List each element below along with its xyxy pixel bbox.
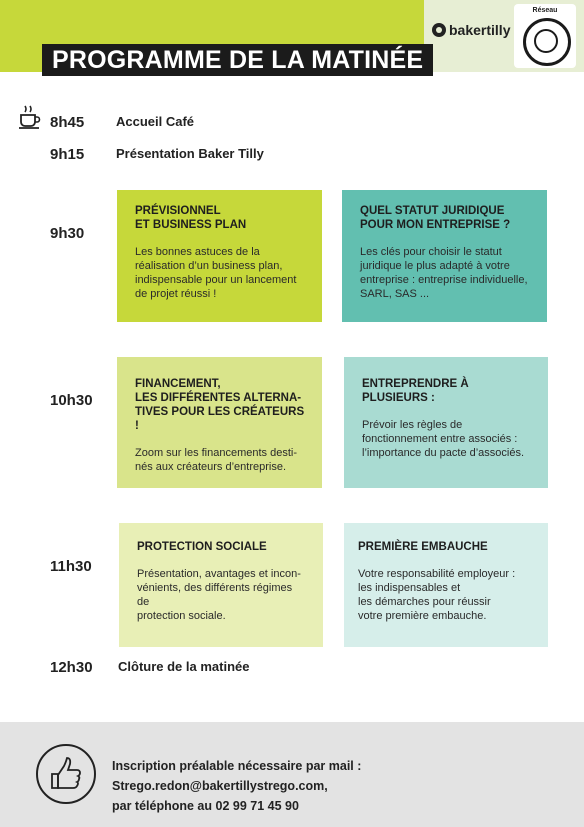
label-accueil: Accueil Café: [116, 114, 195, 129]
card-body: Les clés pour choisir le statut juridique le plus adapté à votre entreprise : entreprise individuelle, SARL, SAS ...: [360, 246, 528, 300]
card-title: FINANCEMENT, LES DIFFÉRENTES ALTERNA- TIVES POUR LES CRÉATEURS !: [135, 378, 305, 432]
card-premiere-embauche: [344, 523, 548, 647]
card-body: Prévoir les règles de fonctionnement entre associés : l’importance du pacte d’associés.: [362, 419, 525, 459]
coffee-cup-icon: [18, 104, 42, 130]
card-title: PROTECTION SOCIALE: [137, 541, 267, 553]
card-body: Présentation, avantages et incon- vénients, des différents régimes de protection sociale.: [137, 568, 301, 622]
reseau-seal-logo: [514, 4, 576, 68]
brand-name: bakertilly: [449, 22, 511, 38]
time-12h30: 12h30: [50, 659, 93, 676]
card-previsionnel: [117, 190, 322, 322]
label-cloture: Clôture de la matinée: [118, 659, 250, 674]
registration-info: [112, 756, 572, 816]
card-financement: [117, 357, 322, 488]
time-10h30: 10h30: [50, 392, 93, 409]
card-entreprendre: [344, 357, 548, 488]
card-title: PRÉVISIONNEL ET BUSINESS PLAN: [135, 205, 247, 231]
seal-text: Réseau: [532, 7, 558, 14]
registration-email-line: Inscription préalable nécessaire par mail : Strego.redon@bakertillystrego.com,: [112, 759, 362, 793]
bakertilly-logo: [432, 22, 510, 38]
card-body: Votre responsabilité employeur : les indispensables et les démarches pour réussir votre première embauche.: [358, 568, 516, 622]
card-protection-sociale: [119, 523, 323, 647]
card-body: Les bonnes astuces de la réalisation d’un business plan, indispensable pour un lancement de projet réussi !: [135, 246, 297, 300]
time-11h30: 11h30: [50, 558, 92, 575]
time-8h45: 8h45: [50, 114, 85, 131]
label-presentation: Présentation Baker Tilly: [116, 146, 264, 161]
card-statut-juridique: [342, 190, 547, 322]
time-9h30: 9h30: [50, 225, 85, 242]
card-title: ENTREPRENDRE À PLUSIEURS :: [362, 378, 469, 404]
card-body: Zoom sur les financements desti- nés aux créateurs d’entreprise.: [135, 447, 298, 473]
thumbs-up-icon: [36, 744, 96, 804]
seal-ring: [523, 18, 571, 66]
card-title: QUEL STATUT JURIDIQUE POUR MON ENTREPRISE ?: [360, 205, 511, 231]
card-title: PREMIÈRE EMBAUCHE: [358, 541, 488, 553]
time-9h15: 9h15: [50, 146, 85, 163]
page-title: PROGRAMME DE LA MATINÉE: [42, 44, 433, 76]
bakertilly-mark-icon: [432, 23, 446, 37]
registration-phone-line: par téléphone au 02 99 71 45 90: [112, 799, 299, 813]
